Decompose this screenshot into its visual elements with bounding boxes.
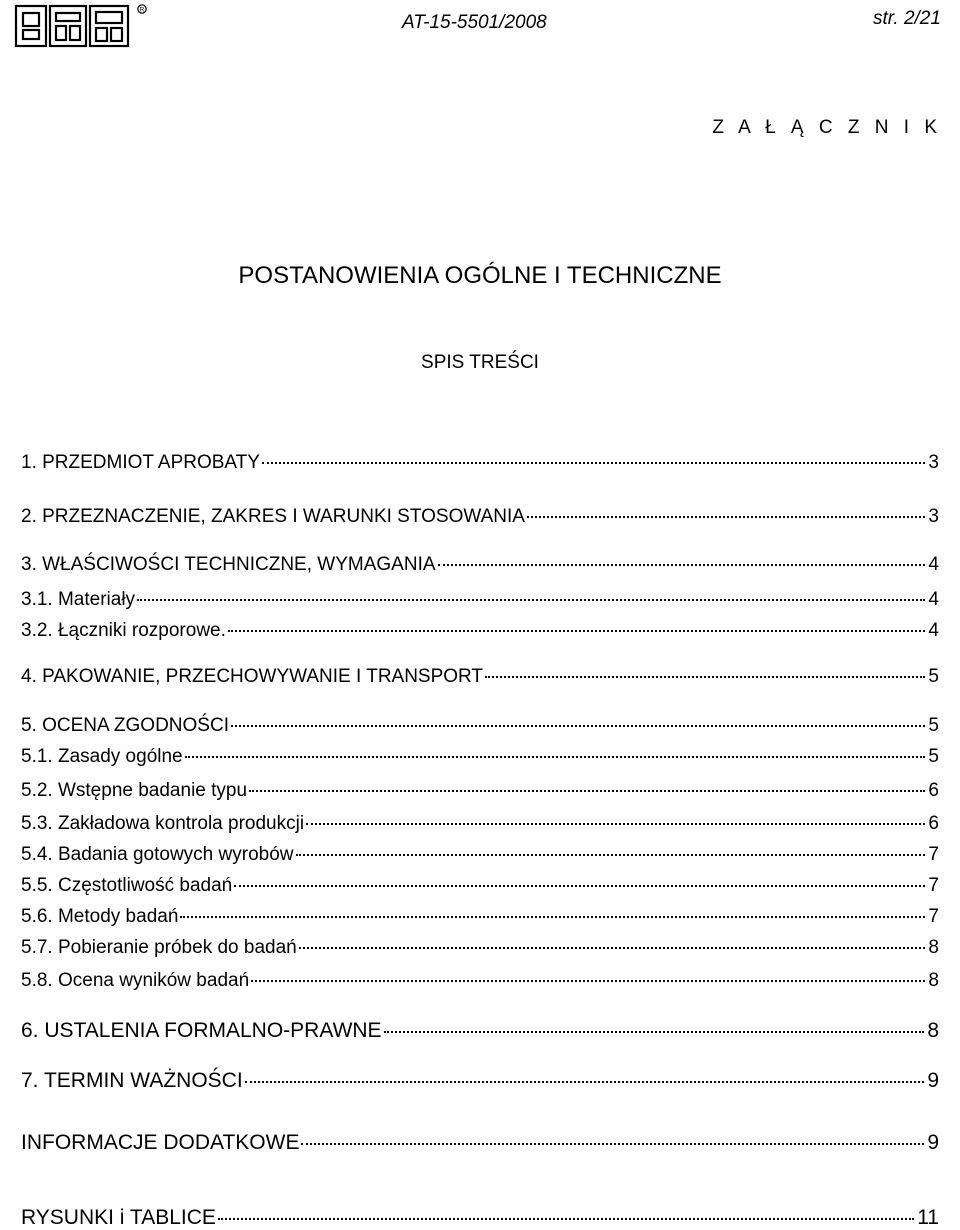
toc-entry-page: 9 [927,1069,939,1092]
toc-subentry[interactable] [21,619,939,643]
toc-leader-dots [262,462,925,464]
annex-label: Z A Ł Ą C Z N I K [712,117,942,138]
toc-entry-page: 5 [928,715,939,736]
toc-leader-dots [296,854,926,856]
toc-entry[interactable] [21,1131,939,1155]
toc-entry[interactable] [21,451,939,475]
toc-entry-label: 6. USTALENIA FORMALNO-PRAWNE [21,1019,382,1042]
toc-leader-dots [301,1143,924,1145]
toc-leader-dots [485,676,925,678]
toc-entry[interactable] [21,1019,939,1043]
toc-entry-label: 5.3. Zakładowa kontrola produkcji [21,813,305,834]
toc-leader-dots [306,823,925,825]
toc-entry-label: 3.2. Łączniki rozporowe. [21,620,226,641]
toc-entry[interactable] [21,553,939,577]
toc-subentry[interactable] [21,874,939,898]
toc-leader-dots [384,1031,925,1033]
toc-subentry[interactable] [21,812,939,836]
toc-entry-page: 3 [928,506,939,527]
toc-leader-dots [180,916,925,918]
page-number: str. 2/21 [873,8,941,29]
toc-leader-dots [245,1081,925,1083]
toc-entry-label: 2. PRZEZNACZENIE, ZAKRES I WARUNKI STOSOWANIA [21,506,525,527]
toc-leader-dots [299,947,926,949]
toc-entry-page: 4 [928,589,939,610]
toc-subentry[interactable] [21,745,939,769]
toc-entry-page: 9 [927,1131,939,1154]
toc-entry-page: 11 [917,1206,939,1229]
svg-text:R: R [139,6,145,14]
toc-leader-dots [218,1218,914,1220]
toc-subentry[interactable] [21,969,939,993]
toc-leader-dots [234,885,925,887]
toc-entry-label: RYSUNKI i TABLICE [21,1206,216,1229]
toc-leader-dots [527,516,926,518]
toc-leader-dots [438,564,926,566]
document-number: AT-15-5501/2008 [402,12,547,33]
toc-leader-dots [249,790,925,792]
toc-entry[interactable] [21,714,939,738]
toc-entry-page: 8 [927,1019,939,1042]
toc-entry[interactable] [21,1069,939,1093]
toc-subentry[interactable] [21,843,939,867]
toc-entry-label: 5.5. Częstotliwość badań [21,875,233,896]
toc-entry-page: 6 [928,780,939,801]
toc-title: SPIS TREŚCI [421,352,539,373]
page-title: POSTANOWIENIA OGÓLNE I TECHNICZNE [238,262,722,289]
toc-leader-dots [185,756,926,758]
toc-entry-label: 3.1. Materiały [21,589,136,610]
toc-entry-label: 3. WŁAŚCIWOŚCI TECHNICZNE, WYMAGANIA [21,554,436,575]
toc-entry-page: 7 [928,875,939,896]
toc-entry-page: 8 [928,970,939,991]
toc-entry-label: 5.2. Wstępne badanie typu [21,780,248,801]
toc-entry-page: 7 [928,844,939,865]
toc-entry-label: 1. PRZEDMIOT APROBATY [21,452,260,473]
toc-entry[interactable] [21,665,939,689]
toc-leader-dots [137,599,925,601]
toc-entry-page: 4 [928,620,939,641]
toc-leader-dots [231,725,925,727]
toc-entry-page: 8 [928,937,939,958]
toc-entry-label: 5.8. Ocena wyników badań [21,970,250,991]
toc-subentry[interactable] [21,936,939,960]
toc-entry[interactable] [21,505,939,529]
toc-entry-page: 4 [928,554,939,575]
toc-entry-label: 4. PAKOWANIE, PRZECHOWYWANIE I TRANSPORT [21,666,484,687]
toc-entry-label: 5.4. Badania gotowych wyrobów [21,844,294,865]
toc-leader-dots [251,980,925,982]
toc-subentry[interactable] [21,588,939,612]
toc-entry-label: 5.6. Metody badań [21,906,179,927]
toc-entry-page: 3 [928,452,939,473]
toc-subentry[interactable] [21,779,939,803]
toc-entry[interactable] [21,1206,939,1230]
toc-entry-label: 5. OCENA ZGODNOŚCI [21,715,229,736]
toc-entry-page: 7 [928,906,939,927]
toc-entry-label: 5.7. Pobieranie próbek do badań [21,937,297,958]
toc-entry-page: 5 [928,666,939,687]
toc-entry-page: 5 [928,746,939,767]
toc-leader-dots [228,630,926,632]
toc-entry-label: INFORMACJE DODATKOWE [21,1131,300,1154]
toc-entry-page: 6 [928,813,939,834]
toc-entry-label: 7. TERMIN WAŻNOŚCI [21,1069,243,1092]
toc-entry-label: 5.1. Zasady ogólne [21,746,183,767]
toc-subentry[interactable] [21,905,939,929]
